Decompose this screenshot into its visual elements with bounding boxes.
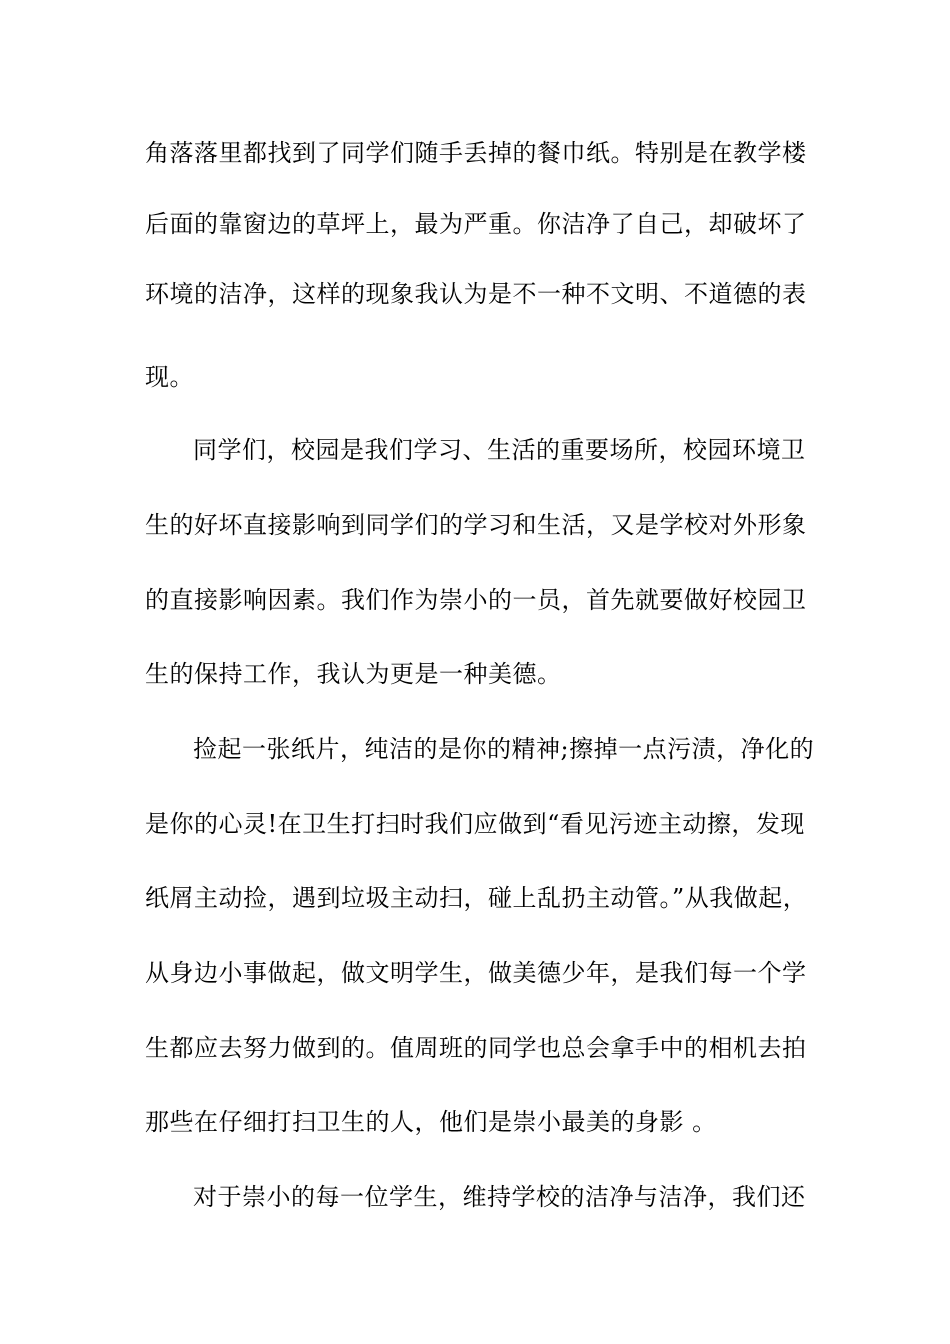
paragraph-first-line: 对于崇小的每一位学生，维持学校的洁净与洁净，我们还 <box>193 1183 806 1211</box>
text-line: 纸屑主动捡，遇到垃圾主动扫，碰上乱扔主动管。”从我做起， <box>145 884 808 912</box>
text-line: 角落落里都找到了同学们随手丢掉的餐巾纸。特别是在教学楼 <box>145 139 807 167</box>
text-line: 从身边小事做起，做文明学生，做美德少年，是我们每一个学 <box>145 959 807 987</box>
text-line: 的直接影响因素。我们作为崇小的一员，首先就要做好校园卫 <box>145 586 807 614</box>
text-line: 那些在仔细打扫卫生的人，他们是崇小最美的身影 。 <box>145 1108 717 1136</box>
text-line: 后面的靠窗边的草坪上，最为严重。你洁净了自己，却破坏了 <box>145 210 807 238</box>
text-line: 现。 <box>145 363 194 391</box>
paragraph-first-line: 同学们，校园是我们学习、生活的重要场所，校园环境卫 <box>193 436 806 464</box>
paragraph-first-line: 捡起一张纸片，纯洁的是你的精神;擦掉一点污渍，净化的 <box>193 735 815 763</box>
text-line: 生都应去努力做到的。值周班的同学也总会拿手中的相机去拍 <box>145 1034 807 1062</box>
text-line: 环境的洁净，这样的现象我认为是不一种不文明、不道德的表 <box>145 280 807 308</box>
text-line: 生的好坏直接影响到同学们的学习和生活，又是学校对外形象 <box>145 511 807 539</box>
text-line: 生的保持工作，我认为更是一种美德。 <box>145 660 562 688</box>
text-line: 是你的心灵!在卫生打扫时我们应做到“看见污迹主动擦，发现 <box>145 810 805 838</box>
